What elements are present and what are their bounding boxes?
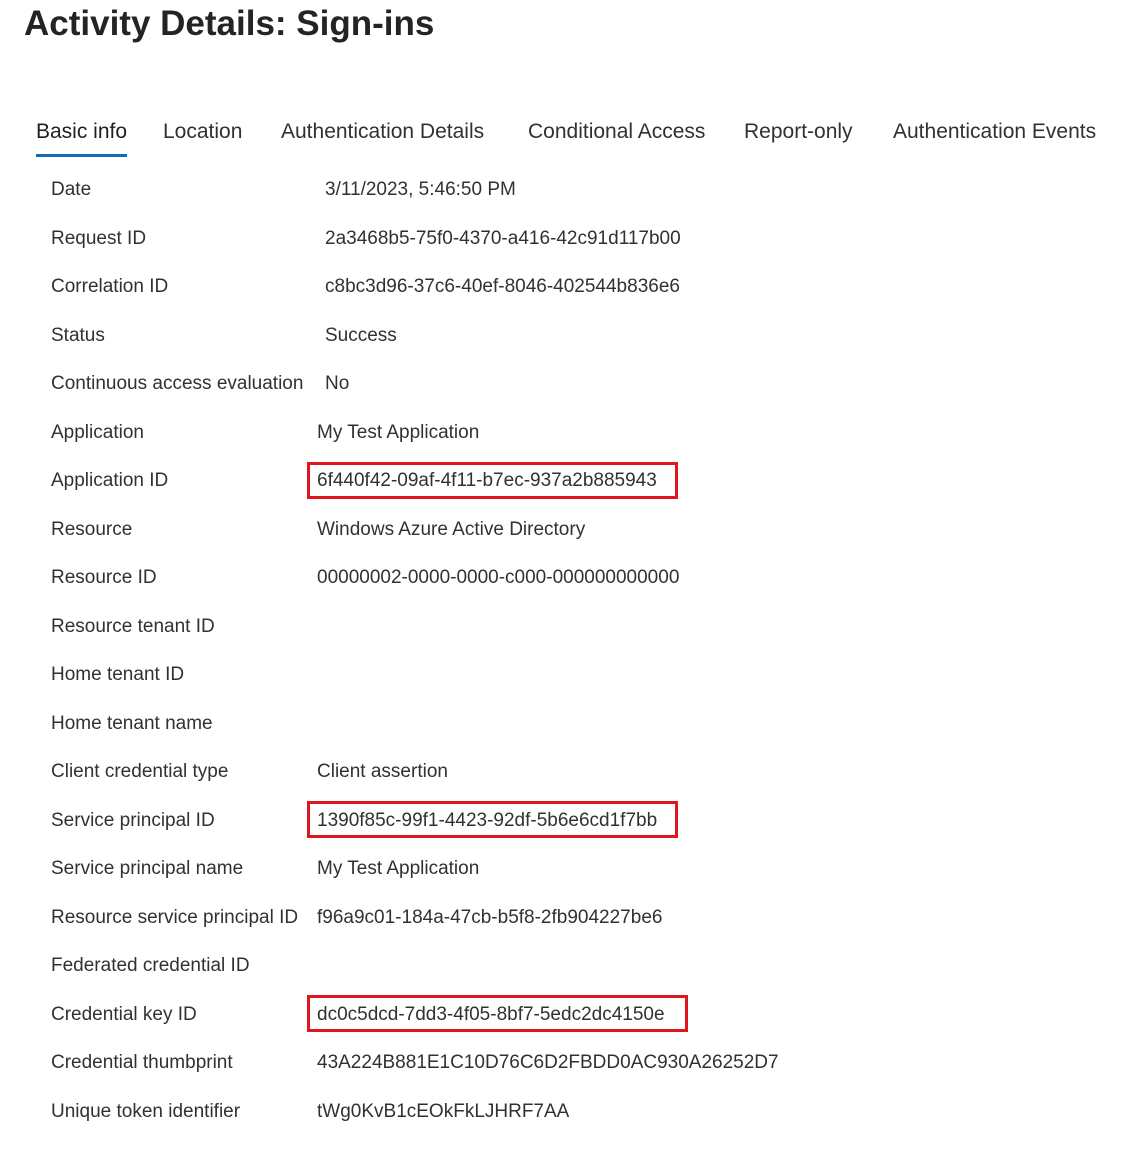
detail-row-resource-id	[0, 562, 1132, 596]
detail-value: My Test Application	[317, 858, 480, 879]
detail-row-client-credential-type	[0, 756, 1132, 790]
detail-value: Client assertion	[317, 761, 448, 782]
detail-value: dc0c5dcd-7dd3-4f05-8bf7-5edc2dc4150e	[317, 1004, 665, 1025]
detail-value: 1390f85c-99f1-4423-92df-5b6e6cd1f7bb	[317, 810, 658, 831]
page-title: Activity Details: Sign-ins	[24, 4, 435, 43]
tab-authentication-events[interactable]: Authentication Events	[893, 120, 1097, 143]
tab-location[interactable]: Location	[163, 120, 243, 143]
detail-label: Home tenant ID	[51, 664, 185, 685]
detail-row-request-id	[0, 223, 1132, 257]
tab-report-only[interactable]: Report-only	[744, 120, 853, 143]
detail-value: c8bc3d96-37c6-40ef-8046-402544b836e6	[325, 276, 680, 297]
detail-label: Continuous access evaluation	[51, 373, 304, 394]
detail-label: Resource service principal ID	[51, 907, 299, 928]
detail-label: Credential key ID	[51, 1004, 197, 1025]
detail-label: Credential thumbprint	[51, 1052, 233, 1073]
detail-row-home-tenant-id	[0, 659, 1132, 693]
detail-value: 3/11/2023, 5:46:50 PM	[325, 179, 516, 200]
detail-value: Windows Azure Active Directory	[317, 519, 586, 540]
detail-row-status	[0, 320, 1132, 354]
active-tab-indicator	[36, 154, 127, 157]
detail-label: Unique token identifier	[51, 1101, 241, 1122]
detail-value: 2a3468b5-75f0-4370-a416-42c91d117b00	[325, 228, 681, 249]
detail-value: tWg0KvB1cEOkFkLJHRF7AA	[317, 1101, 570, 1122]
detail-label: Request ID	[51, 228, 147, 249]
detail-label: Client credential type	[51, 761, 229, 782]
credential-key-id-highlight-box	[307, 995, 688, 1032]
detail-row-date	[0, 174, 1132, 208]
detail-row-resource-tenant-id	[0, 611, 1132, 645]
detail-value: My Test Application	[317, 422, 480, 443]
detail-row-correlation-id	[0, 271, 1132, 305]
detail-label: Home tenant name	[51, 713, 213, 734]
detail-row-resource	[0, 514, 1132, 548]
tab-bar	[0, 112, 1132, 160]
detail-row-continuous-access-evaluation	[0, 368, 1132, 402]
detail-label: Service principal name	[51, 858, 244, 879]
detail-label: Resource tenant ID	[51, 616, 215, 637]
detail-label: Application ID	[51, 470, 169, 491]
detail-value: Success	[325, 325, 397, 346]
service-principal-id-highlight-box	[307, 801, 678, 838]
detail-label: Resource ID	[51, 567, 157, 588]
detail-label: Application	[51, 422, 144, 443]
detail-row-credential-thumbprint	[0, 1047, 1132, 1081]
detail-row-application	[0, 417, 1132, 451]
tab-authentication-details[interactable]: Authentication Details	[281, 120, 485, 143]
detail-label: Date	[51, 179, 92, 200]
detail-value: No	[325, 373, 350, 394]
tab-basic-info[interactable]: Basic info	[36, 120, 128, 143]
detail-label: Federated credential ID	[51, 955, 250, 976]
detail-label: Correlation ID	[51, 276, 169, 297]
detail-row-federated-credential-id	[0, 950, 1132, 984]
detail-value: f96a9c01-184a-47cb-b5f8-2fb904227be6	[317, 907, 663, 928]
detail-label: Resource	[51, 519, 133, 540]
detail-label: Service principal ID	[51, 810, 215, 831]
detail-row-service-principal-name	[0, 853, 1132, 887]
detail-value: 00000002-0000-0000-c000-000000000000	[317, 567, 680, 588]
application-id-highlight-box	[307, 462, 678, 499]
tab-conditional-access[interactable]: Conditional Access	[528, 120, 706, 143]
detail-row-resource-service-principal-id	[0, 902, 1132, 936]
detail-value: 43A224B881E1C10D76C6D2FBDD0AC930A26252D7	[317, 1052, 779, 1073]
detail-label: Status	[51, 325, 105, 346]
detail-row-unique-token-identifier	[0, 1096, 1132, 1130]
detail-value: 6f440f42-09af-4f11-b7ec-937a2b885943	[317, 470, 657, 491]
detail-row-home-tenant-name	[0, 708, 1132, 742]
